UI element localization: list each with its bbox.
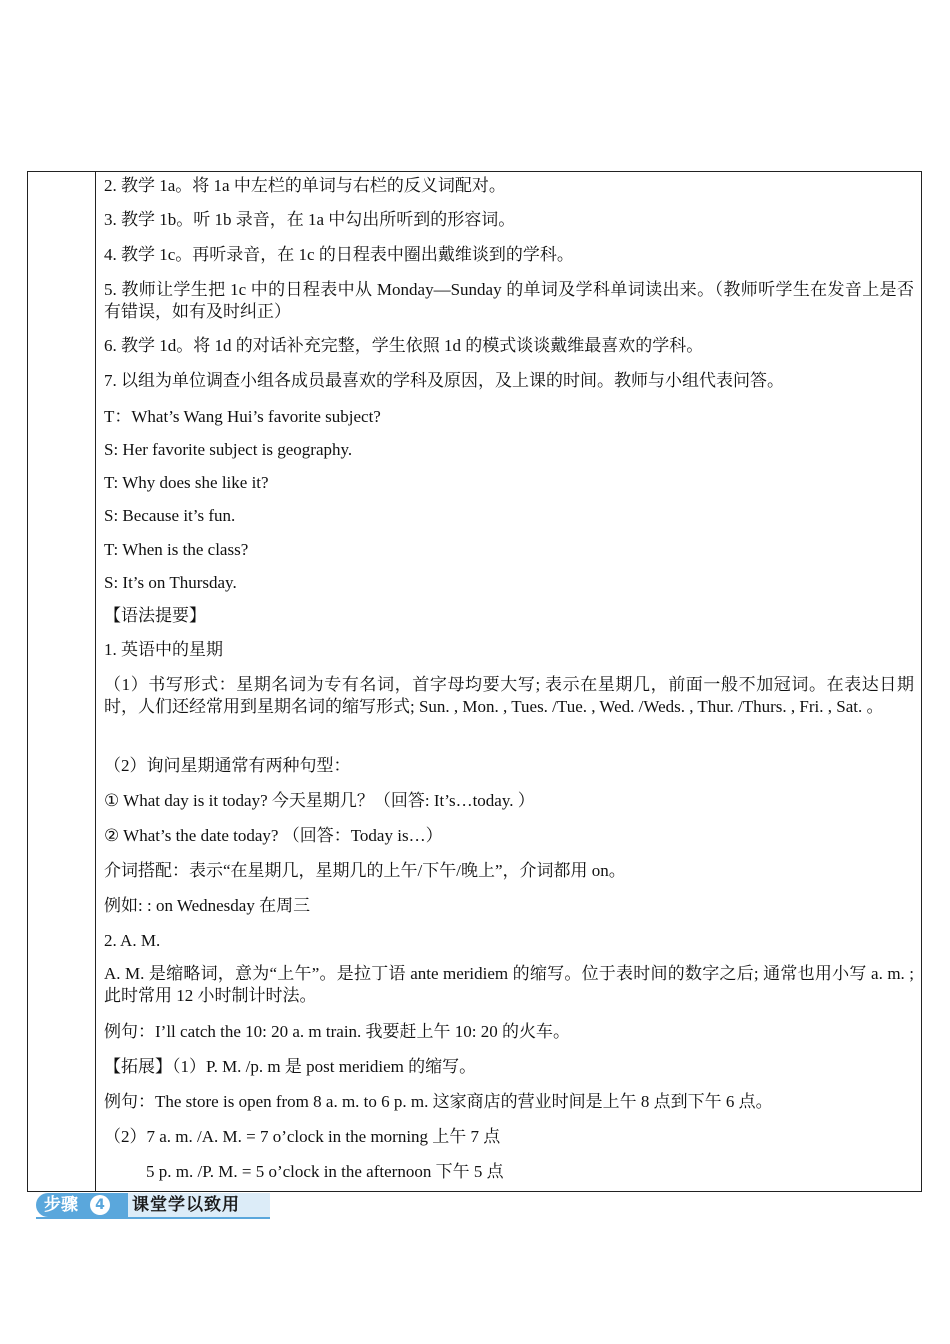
grammar-heading: 【语法提要】 <box>104 606 206 625</box>
dialogue-line: T: When is the class? <box>104 540 249 559</box>
dialogue-line: T: Why does she like it? <box>104 473 269 492</box>
step-line-1d: 6. 教学 1d。将 1d 的对话补充完整，学生依照 1d 的模式谈谈戴维最喜欢的学科。 <box>104 336 704 355</box>
dialogue-line: S: Her favorite subject is geography. <box>104 440 353 459</box>
grammar-line: （2）询问星期通常有两种句型： <box>104 756 351 775</box>
grammar-example: ① What day is it today? 今天星期几？（回答: It’s…today. ） <box>104 791 535 810</box>
grammar-paragraph: A. M. 是缩略词，意为“上午”。是拉丁语 ante meridiem 的缩写。位于表时间的数字之后; 通常也用小写 a. m. ; 此时常用 12 小时制计时法。 <box>104 964 914 1005</box>
dialogue-line: S: It’s on Thursday. <box>104 573 237 592</box>
grammar-paragraph: （1）书写形式：星期名词为专有名词，首字母均要大写; 表示在星期几，前面一般不加冠词。在表达日期时，人们还经常用到星期名词的缩写形式; Sun. , Mon. , Tues. /Tue. , Wed. /Weds. , Thur. /Thurs. , Fri. , Sat. 。 <box>104 675 914 716</box>
extension-line: （2）7 a. m. /A. M. = 7 o’clock in the morning 上午 7 点 <box>104 1127 501 1146</box>
grammar-subheading: 2. A. M. <box>104 931 161 950</box>
grammar-example: 例句：I’ll catch the 10: 20 a. m train. 我要赶上午 10: 20 的火车。 <box>104 1022 571 1041</box>
grammar-subheading: 1. 英语中的星期 <box>104 640 223 659</box>
step-banner <box>36 1192 270 1218</box>
column-divider <box>95 171 96 1192</box>
grammar-line: 介词搭配：表示“在星期几，星期几的上午/下午/晚上”，介词都用 on。 <box>104 861 626 880</box>
step-line-1c: 4. 教学 1c。再听录音，在 1c 的日程表中圈出戴维谈到的学科。 <box>104 245 574 264</box>
grammar-example: 例句：The store is open from 8 a. m. to 6 p. m. 这家商店的营业时间是上午 8 点到下午 6 点。 <box>104 1092 773 1111</box>
banner-title: 课堂学以致用 <box>132 1195 240 1215</box>
step-line-1a: 2. 教学 1a。将 1a 中左栏的单词与右栏的反义词配对。 <box>104 176 506 195</box>
step-line-survey: 7. 以组为单位调查小组各成员最喜欢的学科及原因，及上课的时间。教师与小组代表问答。 <box>104 371 784 390</box>
extension-line: 5 p. m. /P. M. = 5 o’clock in the afternoon 下午 5 点 <box>146 1162 504 1181</box>
grammar-example: ② What’s the date today? （回答：Today is…） <box>104 826 443 845</box>
step-line-1b: 3. 教学 1b。听 1b 录音，在 1a 中勾出所听到的形容词。 <box>104 210 516 229</box>
banner-arrow <box>112 1193 124 1217</box>
grammar-example: 例如: : on Wednesday 在周三 <box>104 896 311 915</box>
extension-line: 【拓展】（1）P. M. /p. m 是 post meridiem 的缩写。 <box>104 1057 477 1076</box>
dialogue-line: S: Because it’s fun. <box>104 506 236 525</box>
banner-step-number: 4 <box>90 1195 110 1215</box>
banner-step-label: 步骤 <box>44 1195 78 1215</box>
banner-underline <box>36 1217 270 1219</box>
step-line-reading: 5. 教师让学生把 1c 中的日程表中从 Monday—Sunday 的单词及学科单词读出来。（教师听学生在发音上是否有错误，如有及时纠正） <box>104 280 914 321</box>
dialogue-line: T：What’s Wang Hui’s favorite subject? <box>104 407 381 426</box>
